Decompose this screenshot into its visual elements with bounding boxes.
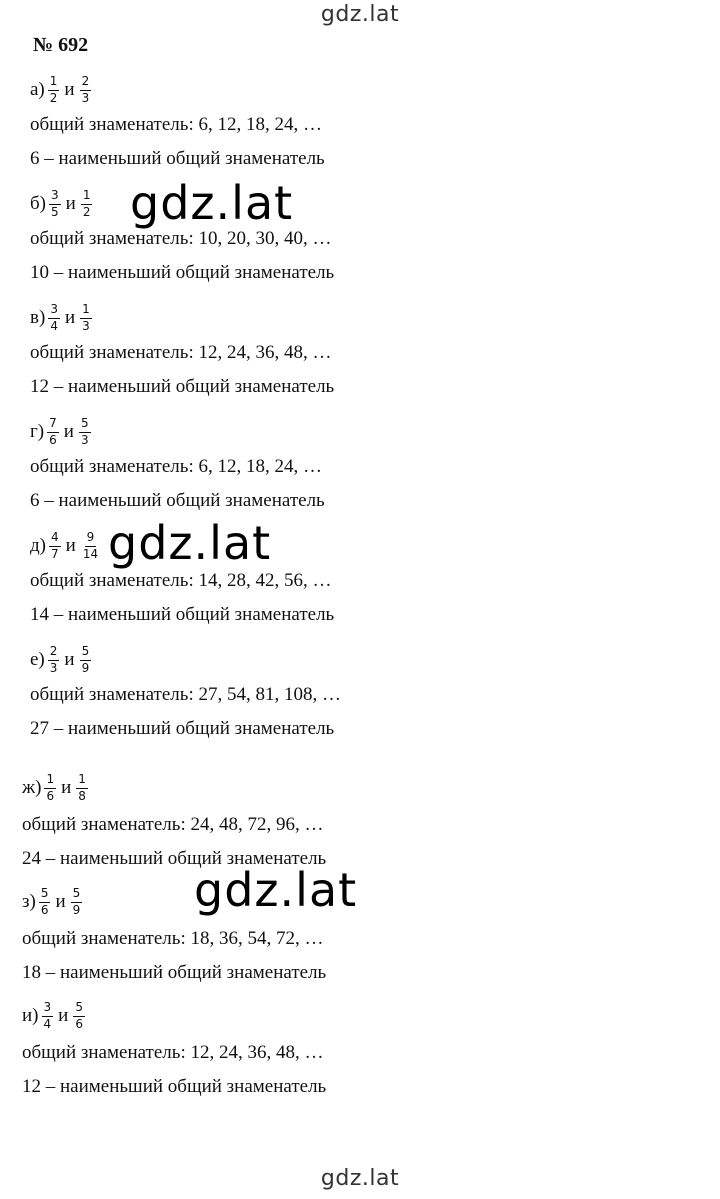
- numerator: 5: [73, 1001, 85, 1016]
- least-common-denominator-line: 24 – наименьший общий знаменатель: [22, 848, 327, 869]
- denominator: 3: [49, 660, 58, 675]
- watermark-bottom: gdz.lat: [320, 1166, 400, 1191]
- least-common-denominator-line: 14 – наименьший общий знаменатель: [30, 604, 335, 625]
- numerator: 3: [48, 303, 60, 318]
- numerator: 2: [48, 645, 60, 660]
- numerator: 1: [81, 189, 93, 204]
- fraction: [42, 1001, 54, 1030]
- part-label: з): [22, 891, 36, 912]
- part-label: и): [22, 1005, 39, 1026]
- numerator: 1: [44, 773, 56, 788]
- denominator: 5: [51, 204, 59, 219]
- fraction: [80, 645, 92, 674]
- denominator: 6: [40, 902, 49, 917]
- fraction: [80, 303, 92, 332]
- fraction: [81, 189, 93, 218]
- fraction: [48, 303, 60, 332]
- conjunction: и: [64, 649, 75, 670]
- denominator: 6: [49, 432, 57, 447]
- denominator: 8: [78, 788, 86, 803]
- common-denominators-line: общий знаменатель: 12, 24, 36, 48, …: [30, 342, 332, 363]
- least-common-denominator-line: 18 – наименьший общий знаменатель: [22, 962, 327, 983]
- least-common-denominator-line: 12 – наименьший общий знаменатель: [22, 1076, 327, 1097]
- part-expression: [30, 182, 95, 226]
- conjunction: и: [63, 421, 74, 442]
- conjunction: и: [65, 193, 76, 214]
- fraction: [79, 417, 91, 446]
- denominator: 9: [81, 660, 90, 675]
- least-common-denominator-line: 27 – наименьший общий знаменатель: [30, 718, 335, 739]
- fraction: [76, 773, 88, 802]
- least-common-denominator-line: 6 – наименьший общий знаменатель: [30, 148, 325, 169]
- least-common-denominator-line: 6 – наименьший общий знаменатель: [30, 490, 325, 511]
- fraction: [81, 531, 100, 560]
- denominator: 7: [51, 546, 59, 561]
- numerator: 3: [42, 1001, 54, 1016]
- conjunction: и: [65, 535, 76, 556]
- numerator: 1: [48, 75, 60, 90]
- least-common-denominator-line: 10 – наименьший общий знаменатель: [30, 262, 335, 283]
- numerator: 5: [71, 887, 83, 902]
- part-expression: [30, 410, 94, 454]
- part-expression: [22, 766, 91, 810]
- common-denominators-line: общий знаменатель: 6, 12, 18, 24, …: [30, 114, 322, 135]
- denominator: 3: [80, 432, 89, 447]
- part-expression: [30, 638, 94, 682]
- fraction: [73, 1001, 85, 1030]
- watermark-overlay: gdz.lat: [194, 863, 358, 917]
- least-common-denominator-line: 12 – наименьший общий знаменатель: [30, 376, 335, 397]
- denominator: 9: [72, 902, 81, 917]
- common-denominators-line: общий знаменатель: 14, 28, 42, 56, …: [30, 570, 332, 591]
- numerator: 1: [76, 773, 88, 788]
- part-label: ж): [22, 777, 42, 798]
- part-label: б): [30, 193, 46, 214]
- common-denominators-line: общий знаменатель: 27, 54, 81, 108, …: [30, 684, 341, 705]
- part-label: а): [30, 79, 45, 100]
- conjunction: и: [64, 79, 75, 100]
- denominator: 2: [82, 204, 91, 219]
- denominator: 4: [43, 1016, 52, 1031]
- fraction: [49, 189, 61, 218]
- common-denominators-line: общий знаменатель: 18, 36, 54, 72, …: [22, 928, 324, 949]
- numerator: 4: [49, 531, 61, 546]
- fraction: [80, 75, 92, 104]
- numerator: 5: [80, 645, 92, 660]
- denominator: 4: [50, 318, 58, 333]
- numerator: 5: [39, 887, 51, 902]
- problem-number: № 692: [33, 34, 89, 56]
- watermark-overlay: gdz.lat: [130, 176, 294, 230]
- denominator: 2: [49, 90, 58, 105]
- part-expression: [30, 296, 95, 340]
- denominator: 3: [82, 318, 90, 333]
- conjunction: и: [64, 307, 76, 328]
- part-label: д): [30, 535, 46, 556]
- part-expression: [22, 994, 88, 1038]
- fraction: [71, 887, 83, 916]
- common-denominators-line: общий знаменатель: 12, 24, 36, 48, …: [22, 1042, 324, 1063]
- part-expression: [30, 68, 94, 112]
- part-expression: [22, 880, 85, 924]
- part-expression: [30, 524, 103, 568]
- conjunction: и: [58, 1005, 69, 1026]
- numerator: 2: [80, 75, 92, 90]
- watermark-overlay: gdz.lat: [108, 516, 272, 570]
- denominator: 6: [46, 788, 55, 803]
- fraction: [49, 531, 61, 560]
- fraction: [39, 887, 51, 916]
- numerator: 1: [80, 303, 92, 318]
- fraction: [44, 773, 56, 802]
- fraction: [48, 75, 60, 104]
- numerator: 7: [47, 417, 59, 432]
- conjunction: и: [55, 891, 66, 912]
- part-label: е): [30, 649, 45, 670]
- watermark-top: gdz.lat: [320, 2, 400, 27]
- denominator: 14: [82, 546, 99, 561]
- part-label: в): [30, 307, 46, 328]
- numerator: 3: [49, 189, 61, 204]
- common-denominators-line: общий знаменатель: 24, 48, 72, 96, …: [22, 814, 324, 835]
- denominator: 3: [81, 90, 90, 105]
- fraction: [48, 645, 60, 674]
- common-denominators-line: общий знаменатель: 10, 20, 30, 40, …: [30, 228, 332, 249]
- numerator: 5: [79, 417, 91, 432]
- common-denominators-line: общий знаменатель: 6, 12, 18, 24, …: [30, 456, 322, 477]
- part-label: г): [30, 421, 45, 442]
- conjunction: и: [61, 777, 72, 798]
- denominator: 6: [75, 1016, 83, 1031]
- fraction: [47, 417, 59, 446]
- numerator: 9: [85, 531, 97, 546]
